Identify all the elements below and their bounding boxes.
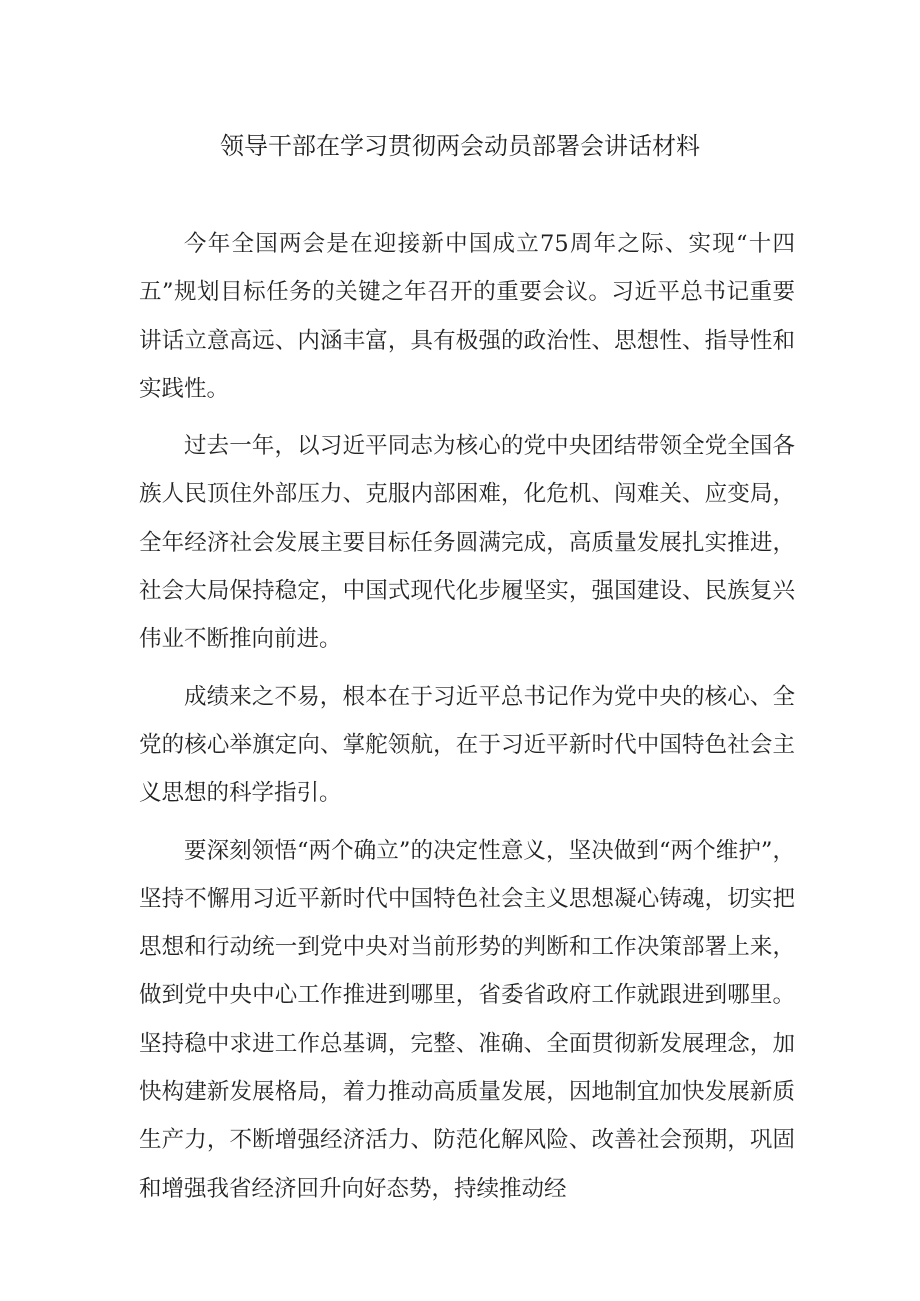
paragraph-4: 要深刻领悟“两个确立”的决定性意义，坚决做到“两个维护”，坚持不懈用习近平新时代中国特色社会主义思想凝心铸魂，切实把思想和行动统一到党中央对当前形势的判断和工作决策部署上来，做到党中央中心工作推进到哪里，省委省政府工作就跟进到哪里。坚持稳中求进工作总基调，完整、准确、全面贯彻新发展理念，加快构建新发展格局，着力推动高质量发展，因地制宜加快发展新质生产力，不断增强经济活力、防范化解风险、改善社会预期，巩固和增强我省经济回升向好态势，持续推动经: [139, 837, 795, 1202]
paragraph-3: 成绩来之不易，根本在于习近平总书记作为党中央的核心、全党的核心举旗定向、掌舵领航，在于习近平新时代中国特色社会主义思想的科学指引。: [139, 683, 795, 807]
document-body: [139, 220, 795, 1222]
paragraph-1: 今年全国两会是在迎接新中国成立75周年之际、实现“十四五”规划目标任务的关键之年召开的重要会议。习近平总书记重要讲话立意高远、内涵丰富，具有极强的政治性、思想性、指导性和实践性。: [139, 231, 795, 402]
document-title: 领导干部在学习贯彻两会动员部署会讲话材料: [220, 132, 700, 160]
paragraph-2: 过去一年，以习近平同志为核心的党中央团结带领全党全国各族人民顶住外部压力、克服内部困难，化危机、闯难关、应变局，全年经济社会发展主要目标任务圆满完成，高质量发展扎实推进，社会大局保持稳定，中国式现代化步履坚实，强国建设、民族复兴伟业不断推向前进。: [139, 433, 795, 653]
